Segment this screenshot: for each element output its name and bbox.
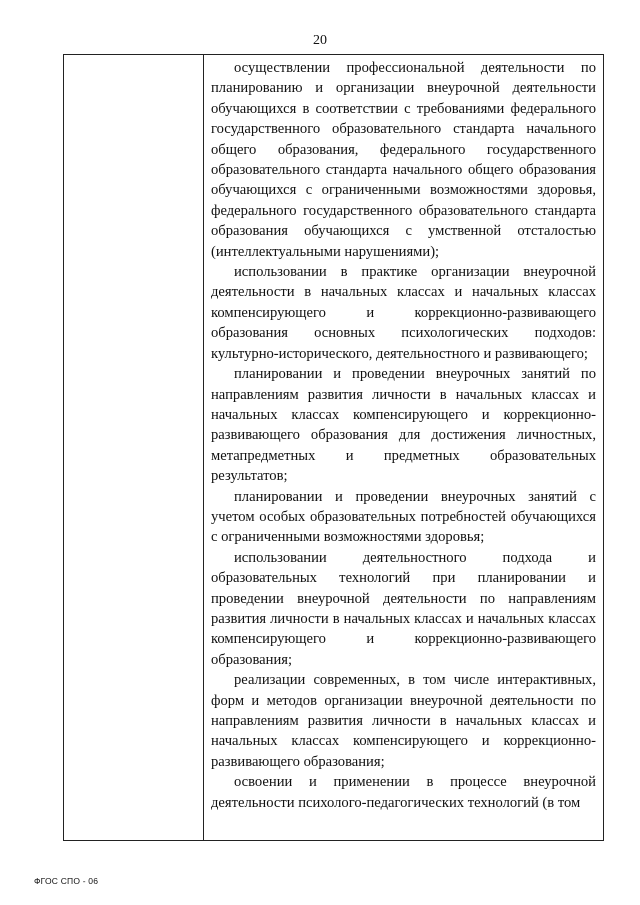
page-number: 20 [313, 33, 327, 48]
paragraph-special-needs: планировании и проведении внеурочных занятий с учетом особых образовательных потребностей обучающихся с ограниченными возможностями здоровья; [211, 488, 596, 546]
paragraph-psychological-approaches: использовании в практике организации внеурочной деятельности в начальных классах и начальных классах компенсирующего и коррекционно-развивающего образования основных психологических подходов: культурно-исторического, деятельностного и развивающего; [211, 264, 596, 362]
paragraph-modern-forms: реализации современных, в том числе интерактивных, форм и методов организации внеурочной деятельности по направлениям развития личности в начальных классах и начальных классах компенсирующего и коррекционно-развивающего образования; [211, 672, 596, 770]
document-table [63, 54, 604, 841]
paragraph-professional-activity: осуществлении профессиональной деятельности по планированию и организации внеурочной деятельности обучающихся в соответствии с требованиями федерального государственного образовательного стандарта начального общего образования, федерального государственного образовательного стандарта начального общего образования обучающихся с ограниченными возможностями здоровья, федерального государственного образовательного стандарта образования обучающихся с умственной отсталостью (интеллектуальными нарушениями); [211, 60, 596, 260]
footer-code: ФГОС СПО - 06 [34, 876, 99, 886]
table-left-column [64, 55, 204, 840]
paragraph-technologies: освоении и применении в процессе внеурочной деятельности психолого-педагогических технологий (в том [211, 774, 596, 811]
table-right-column [204, 55, 603, 840]
paragraph-planning-results: планировании и проведении внеурочных занятий по направлениям развития личности в начальных классах и начальных классах компенсирующего и коррекционно-развивающего образования для достижения личностных, метапредметных и предметных образовательных результатов; [211, 366, 596, 485]
paragraph-activity-approach: использовании деятельностного подхода и образовательных технологий при планировании и проведении внеурочной деятельности по направлениям развития личности в начальных классах и начальных классах компенсирующего и коррекционно-развивающего образования; [211, 549, 596, 668]
